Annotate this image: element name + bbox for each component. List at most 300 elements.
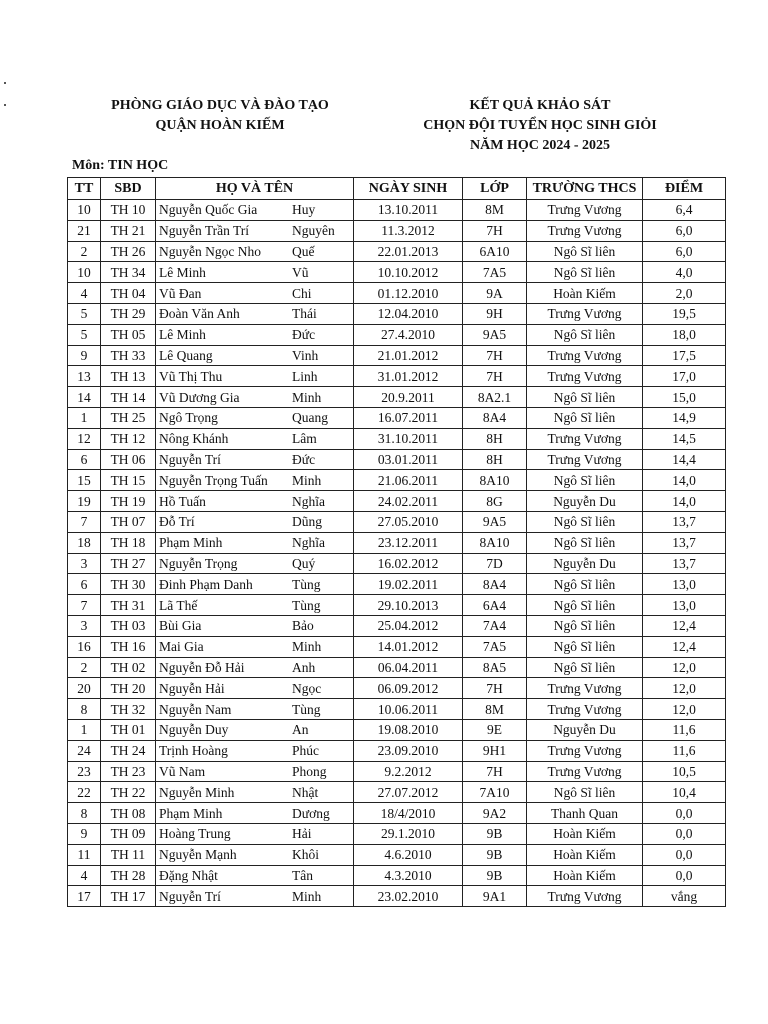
cell-sbd: TH 22 [101,782,156,803]
name-surname-middle: Vũ Đan [159,285,202,301]
cell-name [156,407,354,428]
table-row [68,803,726,824]
cell-dob: 9.2.2012 [354,761,463,782]
cell-name [156,470,354,491]
cell-dob: 21.06.2011 [354,470,463,491]
cell-sbd: TH 28 [101,865,156,886]
name-surname-middle: Đinh Phạm Danh [159,576,253,592]
cell-tt: 8 [68,803,101,824]
cell-dob: 23.02.2010 [354,886,463,907]
cell-school: Ngô Sĩ liên [527,574,643,595]
issuer-department: PHÒNG GIÁO DỤC VÀ ĐÀO TẠO [111,98,329,113]
cell-score: 15,0 [643,387,726,408]
col-header-class: LỚP [463,178,527,200]
cell-class: 8A4 [463,574,527,595]
table-row [68,595,726,616]
cell-tt: 6 [68,574,101,595]
cell-class: 7A4 [463,615,527,636]
cell-sbd: TH 20 [101,678,156,699]
name-given: Tân [292,867,313,883]
table-row [68,719,726,740]
cell-school: Trưng Vương [527,740,643,761]
cell-tt: 22 [68,782,101,803]
cell-sbd: TH 27 [101,553,156,574]
cell-score: 12,4 [643,636,726,657]
cell-name [156,366,354,387]
cell-score: 6,0 [643,241,726,262]
cell-class: 6A10 [463,241,527,262]
name-given: Quý [292,555,316,571]
name-given: Vinh [292,347,319,363]
table-row [68,491,726,512]
table-row [68,823,726,844]
cell-tt: 2 [68,657,101,678]
cell-school: Trưng Vương [527,303,643,324]
cell-tt: 18 [68,532,101,553]
name-surname-middle: Nguyễn Trọng [159,555,238,571]
table-row [68,553,726,574]
table-row [68,220,726,241]
cell-tt: 17 [68,886,101,907]
name-surname-middle: Vũ Nam [159,763,206,779]
name-given: Minh [292,639,322,655]
cell-school: Nguyễn Du [527,553,643,574]
name-given: Minh [292,472,322,488]
table-row [68,324,726,345]
table-row [68,844,726,865]
table-row [68,678,726,699]
name-given: Quang [292,410,328,426]
cell-dob: 24.02.2011 [354,491,463,512]
cell-class: 9A [463,283,527,304]
cell-class: 7A10 [463,782,527,803]
cell-name [156,615,354,636]
cell-name [156,595,354,616]
name-given: Vũ [292,264,309,280]
cell-school: Ngô Sĩ liên [527,262,643,283]
table-row [68,511,726,532]
name-given: Anh [292,659,316,675]
name-surname-middle: Lê Minh [159,264,206,280]
cell-class: 8A5 [463,657,527,678]
cell-score: 17,0 [643,366,726,387]
cell-score: 2,0 [643,283,726,304]
cell-name [156,719,354,740]
name-surname-middle: Nguyễn Nam [159,701,232,717]
cell-dob: 23.12.2011 [354,532,463,553]
cell-tt: 20 [68,678,101,699]
cell-tt: 11 [68,844,101,865]
cell-name [156,803,354,824]
cell-score: 13,0 [643,574,726,595]
cell-name [156,886,354,907]
cell-sbd: TH 16 [101,636,156,657]
cell-sbd: TH 31 [101,595,156,616]
table-row [68,387,726,408]
cell-dob: 06.09.2012 [354,678,463,699]
cell-dob: 25.04.2012 [354,615,463,636]
cell-score: 12,0 [643,657,726,678]
name-given: Nghĩa [292,535,325,551]
cell-dob: 23.09.2010 [354,740,463,761]
issuer-header [60,96,380,136]
name-given: Phong [292,763,327,779]
cell-dob: 20.9.2011 [354,387,463,408]
cell-tt: 1 [68,719,101,740]
cell-school: Ngô Sĩ liên [527,387,643,408]
cell-sbd: TH 06 [101,449,156,470]
col-header-score: ĐIỂM [643,178,726,200]
col-header-school: TRƯỜNG THCS [527,178,643,200]
cell-sbd: TH 10 [101,200,156,221]
table-row [68,615,726,636]
cell-dob: 4.3.2010 [354,865,463,886]
subject-label: Môn: TIN HỌC [72,158,169,173]
cell-dob: 29.10.2013 [354,595,463,616]
cell-class: 8H [463,449,527,470]
cell-class: 7D [463,553,527,574]
cell-class: 8A10 [463,532,527,553]
cell-tt: 4 [68,865,101,886]
cell-name [156,200,354,221]
cell-sbd: TH 08 [101,803,156,824]
name-surname-middle: Trịnh Hoàng [159,743,228,759]
cell-class: 9B [463,823,527,844]
cell-tt: 7 [68,511,101,532]
cell-name [156,303,354,324]
name-surname-middle: Mai Gia [159,639,204,655]
cell-score: 0,0 [643,865,726,886]
title-line-3: NĂM HỌC 2024 - 2025 [470,138,610,153]
cell-name [156,491,354,512]
cell-class: 8M [463,699,527,720]
table-row [68,532,726,553]
name-given: Tùng [292,576,321,592]
cell-class: 8M [463,200,527,221]
table-row [68,200,726,221]
table-row [68,865,726,886]
cell-class: 7H [463,366,527,387]
cell-name [156,761,354,782]
cell-dob: 13.10.2011 [354,200,463,221]
cell-score: 13,7 [643,532,726,553]
cell-sbd: TH 32 [101,699,156,720]
name-surname-middle: Nguyễn Hải [159,680,225,696]
cell-school: Nguyễn Du [527,719,643,740]
cell-sbd: TH 26 [101,241,156,262]
col-header-name: HỌ VÀ TÊN [156,178,354,200]
name-surname-middle: Phạm Minh [159,535,223,551]
cell-dob: 27.4.2010 [354,324,463,345]
cell-score: 18,0 [643,324,726,345]
cell-tt: 9 [68,823,101,844]
cell-dob: 19.08.2010 [354,719,463,740]
cell-score: 13,7 [643,511,726,532]
cell-sbd: TH 09 [101,823,156,844]
table-row [68,657,726,678]
cell-tt: 3 [68,553,101,574]
cell-score: 12,0 [643,678,726,699]
cell-school: Trưng Vương [527,761,643,782]
cell-score: 10,4 [643,782,726,803]
cell-score: 14,0 [643,491,726,512]
name-given: Dũng [292,514,322,530]
cell-class: 9E [463,719,527,740]
table-row [68,574,726,595]
name-surname-middle: Nguyễn Trí [159,888,221,904]
name-surname-middle: Phạm Minh [159,805,223,821]
name-given: Tùng [292,701,321,717]
cell-sbd: TH 21 [101,220,156,241]
name-given: Nghĩa [292,493,325,509]
cell-school: Ngô Sĩ liên [527,324,643,345]
table-row [68,449,726,470]
cell-school: Hoàn Kiếm [527,283,643,304]
cell-class: 8A10 [463,470,527,491]
cell-tt: 3 [68,615,101,636]
cell-school: Trưng Vương [527,699,643,720]
table-body [68,200,726,907]
cell-tt: 10 [68,262,101,283]
cell-class: 8H [463,428,527,449]
title-line-2: CHỌN ĐỘI TUYỂN HỌC SINH GIỎI [423,118,657,133]
cell-score: 6,0 [643,220,726,241]
table-row [68,262,726,283]
cell-school: Ngô Sĩ liên [527,595,643,616]
cell-school: Ngô Sĩ liên [527,407,643,428]
cell-score: 12,0 [643,699,726,720]
cell-score: 17,5 [643,345,726,366]
cell-sbd: TH 07 [101,511,156,532]
cell-name [156,823,354,844]
cell-dob: 01.12.2010 [354,283,463,304]
name-given: Quế [292,243,315,259]
table-row [68,366,726,387]
name-surname-middle: Ngô Trọng [159,410,218,426]
name-given: Thái [292,306,317,322]
name-surname-middle: Vũ Thị Thu [159,368,223,384]
name-given: Chi [292,285,312,301]
cell-class: 9H1 [463,740,527,761]
cell-sbd: TH 05 [101,324,156,345]
cell-class: 8G [463,491,527,512]
name-surname-middle: Nguyễn Quốc Gia [159,202,258,218]
table-header-row [68,178,726,200]
name-surname-middle: Bùi Gia [159,618,202,634]
cell-dob: 16.07.2011 [354,407,463,428]
table-row [68,241,726,262]
cell-class: 9A2 [463,803,527,824]
cell-score: 0,0 [643,823,726,844]
cell-name [156,553,354,574]
name-surname-middle: Vũ Dương Gia [159,389,240,405]
cell-tt: 2 [68,241,101,262]
cell-dob: 27.05.2010 [354,511,463,532]
scan-speck [4,82,6,84]
cell-name [156,740,354,761]
cell-class: 7H [463,345,527,366]
cell-dob: 12.04.2010 [354,303,463,324]
cell-school: Ngô Sĩ liên [527,470,643,491]
document-title [380,96,700,156]
cell-school: Hoàn Kiếm [527,844,643,865]
cell-name [156,844,354,865]
cell-school: Trưng Vương [527,428,643,449]
cell-sbd: TH 25 [101,407,156,428]
name-given: Phúc [292,743,319,759]
cell-sbd: TH 01 [101,719,156,740]
name-surname-middle: Đặng Nhật [159,867,218,883]
cell-class: 7H [463,220,527,241]
table-row [68,761,726,782]
cell-school: Trưng Vương [527,449,643,470]
cell-name [156,324,354,345]
name-given: Lâm [292,431,317,447]
cell-tt: 16 [68,636,101,657]
cell-sbd: TH 11 [101,844,156,865]
name-given: Đức [292,451,316,467]
cell-class: 7A5 [463,262,527,283]
name-surname-middle: Lê Minh [159,327,206,343]
cell-sbd: TH 18 [101,532,156,553]
cell-name [156,636,354,657]
cell-class: 9A1 [463,886,527,907]
cell-tt: 19 [68,491,101,512]
cell-class: 9B [463,844,527,865]
cell-school: Trưng Vương [527,678,643,699]
cell-school: Ngô Sĩ liên [527,636,643,657]
cell-sbd: TH 12 [101,428,156,449]
cell-score: 19,5 [643,303,726,324]
cell-dob: 22.01.2013 [354,241,463,262]
cell-tt: 7 [68,595,101,616]
cell-dob: 19.02.2011 [354,574,463,595]
cell-school: Trưng Vương [527,366,643,387]
name-given: Huy [292,202,316,218]
cell-tt: 13 [68,366,101,387]
cell-dob: 29.1.2010 [354,823,463,844]
table-row [68,782,726,803]
name-surname-middle: Nguyễn Ngọc Nho [159,243,261,259]
name-given: Minh [292,389,322,405]
cell-score: 10,5 [643,761,726,782]
cell-name [156,283,354,304]
cell-school: Ngô Sĩ liên [527,615,643,636]
results-table [67,177,726,907]
cell-dob: 10.10.2012 [354,262,463,283]
cell-school: Ngô Sĩ liên [527,532,643,553]
cell-score: 14,0 [643,470,726,491]
cell-dob: 03.01.2011 [354,449,463,470]
cell-class: 6A4 [463,595,527,616]
cell-class: 8A2.1 [463,387,527,408]
cell-name [156,449,354,470]
cell-class: 9A5 [463,324,527,345]
cell-class: 9A5 [463,511,527,532]
cell-score: 14,4 [643,449,726,470]
cell-score: 6,4 [643,200,726,221]
cell-school: Ngô Sĩ liên [527,657,643,678]
cell-sbd: TH 17 [101,886,156,907]
title-line-1: KẾT QUẢ KHẢO SÁT [469,98,611,113]
cell-score: 0,0 [643,844,726,865]
cell-score: 0,0 [643,803,726,824]
cell-score: 13,7 [643,553,726,574]
name-surname-middle: Hồ Tuấn [159,493,206,509]
cell-school: Ngô Sĩ liên [527,241,643,262]
name-surname-middle: Hoàng Trung [159,826,231,842]
name-surname-middle: Lê Quang [159,347,213,363]
name-surname-middle: Đoàn Văn Anh [159,306,240,322]
name-surname-middle: Nguyễn Minh [159,784,235,800]
cell-sbd: TH 34 [101,262,156,283]
cell-class: 8A4 [463,407,527,428]
cell-dob: 27.07.2012 [354,782,463,803]
cell-score: 13,0 [643,595,726,616]
table-row [68,345,726,366]
table-row [68,407,726,428]
cell-school: Trưng Vương [527,886,643,907]
cell-dob: 16.02.2012 [354,553,463,574]
cell-school: Hoàn Kiếm [527,823,643,844]
cell-tt: 12 [68,428,101,449]
name-surname-middle: Nguyễn Trí [159,451,221,467]
name-surname-middle: Lã Thế [159,597,198,613]
col-header-sbd: SBD [101,178,156,200]
cell-class: 9H [463,303,527,324]
cell-school: Thanh Quan [527,803,643,824]
name-given: Nhật [292,784,319,800]
name-surname-middle: Nguyễn Trần Trí [159,223,250,239]
cell-tt: 1 [68,407,101,428]
cell-school: Hoàn Kiếm [527,865,643,886]
cell-class: 7A5 [463,636,527,657]
name-given: Dương [292,805,330,821]
name-given: Nguyên [292,223,335,239]
cell-dob: 14.01.2012 [354,636,463,657]
name-given: Ngọc [292,680,322,696]
table-row [68,283,726,304]
cell-name [156,532,354,553]
name-surname-middle: Nguyễn Duy [159,722,229,738]
issuer-district: QUẬN HOÀN KIẾM [155,118,285,133]
cell-score: 12,4 [643,615,726,636]
cell-dob: 10.06.2011 [354,699,463,720]
cell-school: Trưng Vương [527,220,643,241]
cell-tt: 10 [68,200,101,221]
table-row [68,470,726,491]
cell-sbd: TH 23 [101,761,156,782]
cell-class: 9B [463,865,527,886]
cell-sbd: TH 14 [101,387,156,408]
cell-tt: 15 [68,470,101,491]
name-surname-middle: Nguyễn Mạnh [159,847,237,863]
cell-dob: 31.10.2011 [354,428,463,449]
table-row [68,699,726,720]
cell-name [156,345,354,366]
table-row [68,886,726,907]
cell-sbd: TH 29 [101,303,156,324]
name-given: Đức [292,327,316,343]
cell-tt: 5 [68,303,101,324]
cell-sbd: TH 15 [101,470,156,491]
name-given: Hải [292,826,312,842]
cell-school: Ngô Sĩ liên [527,782,643,803]
cell-dob: 21.01.2012 [354,345,463,366]
cell-tt: 8 [68,699,101,720]
cell-tt: 6 [68,449,101,470]
cell-sbd: TH 33 [101,345,156,366]
